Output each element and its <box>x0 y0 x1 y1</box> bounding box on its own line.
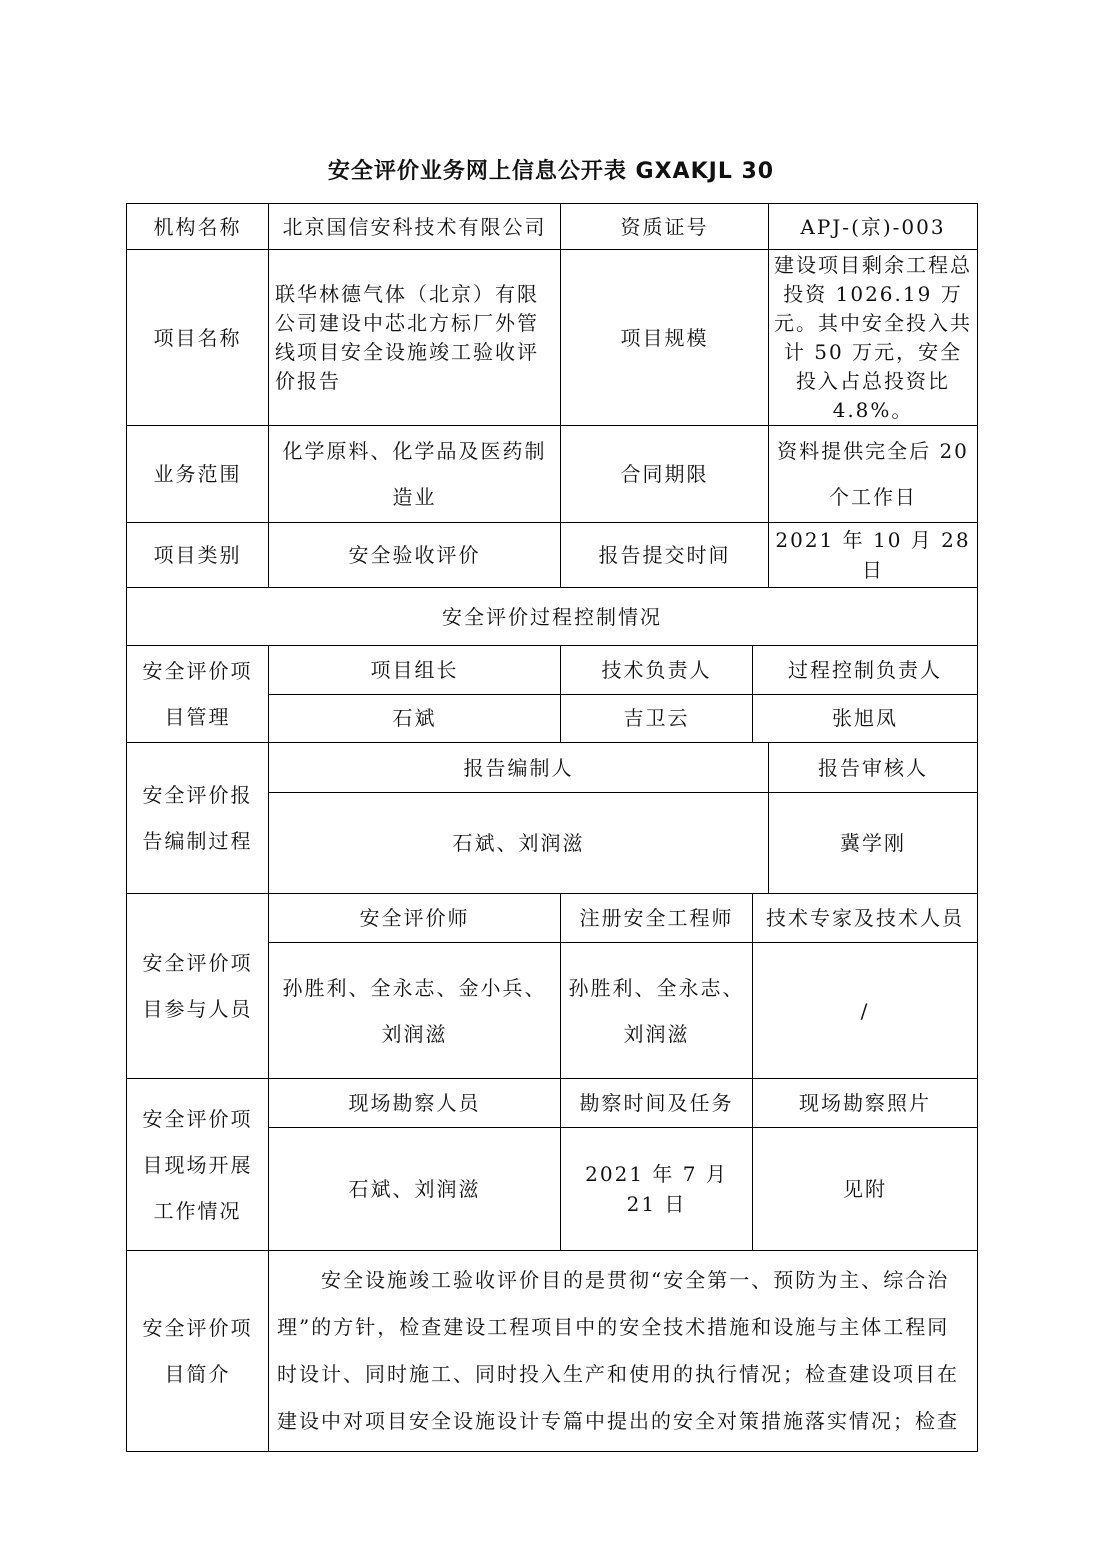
site-header-staff: 现场勘察人员 <box>269 1079 561 1128</box>
cert-label: 资质证号 <box>561 204 769 250</box>
term-value: 资料提供完全后 20 个工作日 <box>769 426 978 523</box>
site-label: 安全评价项目现场开展工作情况 <box>127 1079 269 1251</box>
report-value-reviewer: 冀学刚 <box>769 793 978 894</box>
mgmt-header-leader: 项目组长 <box>269 646 561 695</box>
staff-header-engineer: 注册安全工程师 <box>561 894 753 943</box>
report-header-reviewer: 报告审核人 <box>769 743 978 793</box>
mgmt-label: 安全评价项目管理 <box>127 646 269 743</box>
info-table <box>126 203 978 1452</box>
submit-label: 报告提交时间 <box>561 523 769 588</box>
page-title: 安全评价业务网上信息公开表 GXAKJL 30 <box>327 159 775 184</box>
submit-value: 2021 年 10 月 28 日 <box>769 523 978 588</box>
staff-header-evaluator: 安全评价师 <box>269 894 561 943</box>
staff-value-engineer: 孙胜利、全永志、刘润滋 <box>561 943 753 1079</box>
project-label: 项目名称 <box>127 250 269 426</box>
mgmt-value-leader: 石斌 <box>269 694 561 743</box>
scale-value: 建设项目剩余工程总投资 1026.19 万元。其中安全投入共计 50 万元，安全投入占总投资比 4.8%。 <box>769 250 978 426</box>
intro-text: 安全设施竣工验收评价目的是贯彻“安全第一、预防为主、综合治理”的方针，检查建设工程项目中的安全技术措施和设施与主体工程同时设计、同时施工、同时投入生产和使用的执行情况；检查建设项目在建设中对项目安全设施设计专篇中提出的安全对策措施落实情况；检查 <box>277 1268 959 1433</box>
category-label: 项目类别 <box>127 523 269 588</box>
process-heading: 安全评价过程控制情况 <box>127 588 978 646</box>
org-value: 北京国信安科技术有限公司 <box>269 204 561 250</box>
mgmt-header-tech: 技术负责人 <box>561 646 753 695</box>
report-label: 安全评价报告编制过程 <box>127 743 269 894</box>
term-label: 合同期限 <box>561 426 769 523</box>
category-value: 安全验收评价 <box>269 523 561 588</box>
staff-value-expert: / <box>753 943 978 1079</box>
report-value-author: 石斌、刘润滋 <box>269 793 769 894</box>
scale-label: 项目规模 <box>561 250 769 426</box>
staff-label: 安全评价项目参与人员 <box>127 894 269 1079</box>
report-header-author: 报告编制人 <box>269 743 769 793</box>
site-value-photo: 见附 <box>753 1128 978 1251</box>
scope-label: 业务范围 <box>127 426 269 523</box>
site-value-time: 2021 年 7 月 21 日 <box>561 1128 753 1251</box>
project-value: 联华林德气体（北京）有限公司建设中芯北方标厂外管线项目安全设施竣工验收评价报告 <box>269 250 561 426</box>
mgmt-value-tech: 吉卫云 <box>561 694 753 743</box>
intro-cell <box>269 1251 978 1452</box>
mgmt-value-control: 张旭凤 <box>753 694 978 743</box>
org-label: 机构名称 <box>127 204 269 250</box>
scope-value: 化学原料、化学品及医药制造业 <box>269 426 561 523</box>
intro-label: 安全评价项目简介 <box>127 1251 269 1452</box>
site-value-staff: 石斌、刘润滋 <box>269 1128 561 1251</box>
staff-header-expert: 技术专家及技术人员 <box>753 894 978 943</box>
site-header-photo: 现场勘察照片 <box>753 1079 978 1128</box>
cert-value: APJ-(京)-003 <box>769 204 978 250</box>
mgmt-header-control: 过程控制负责人 <box>753 646 978 695</box>
site-header-time: 勘察时间及任务 <box>561 1079 753 1128</box>
staff-value-evaluator: 孙胜利、全永志、金小兵、刘润滋 <box>269 943 561 1079</box>
